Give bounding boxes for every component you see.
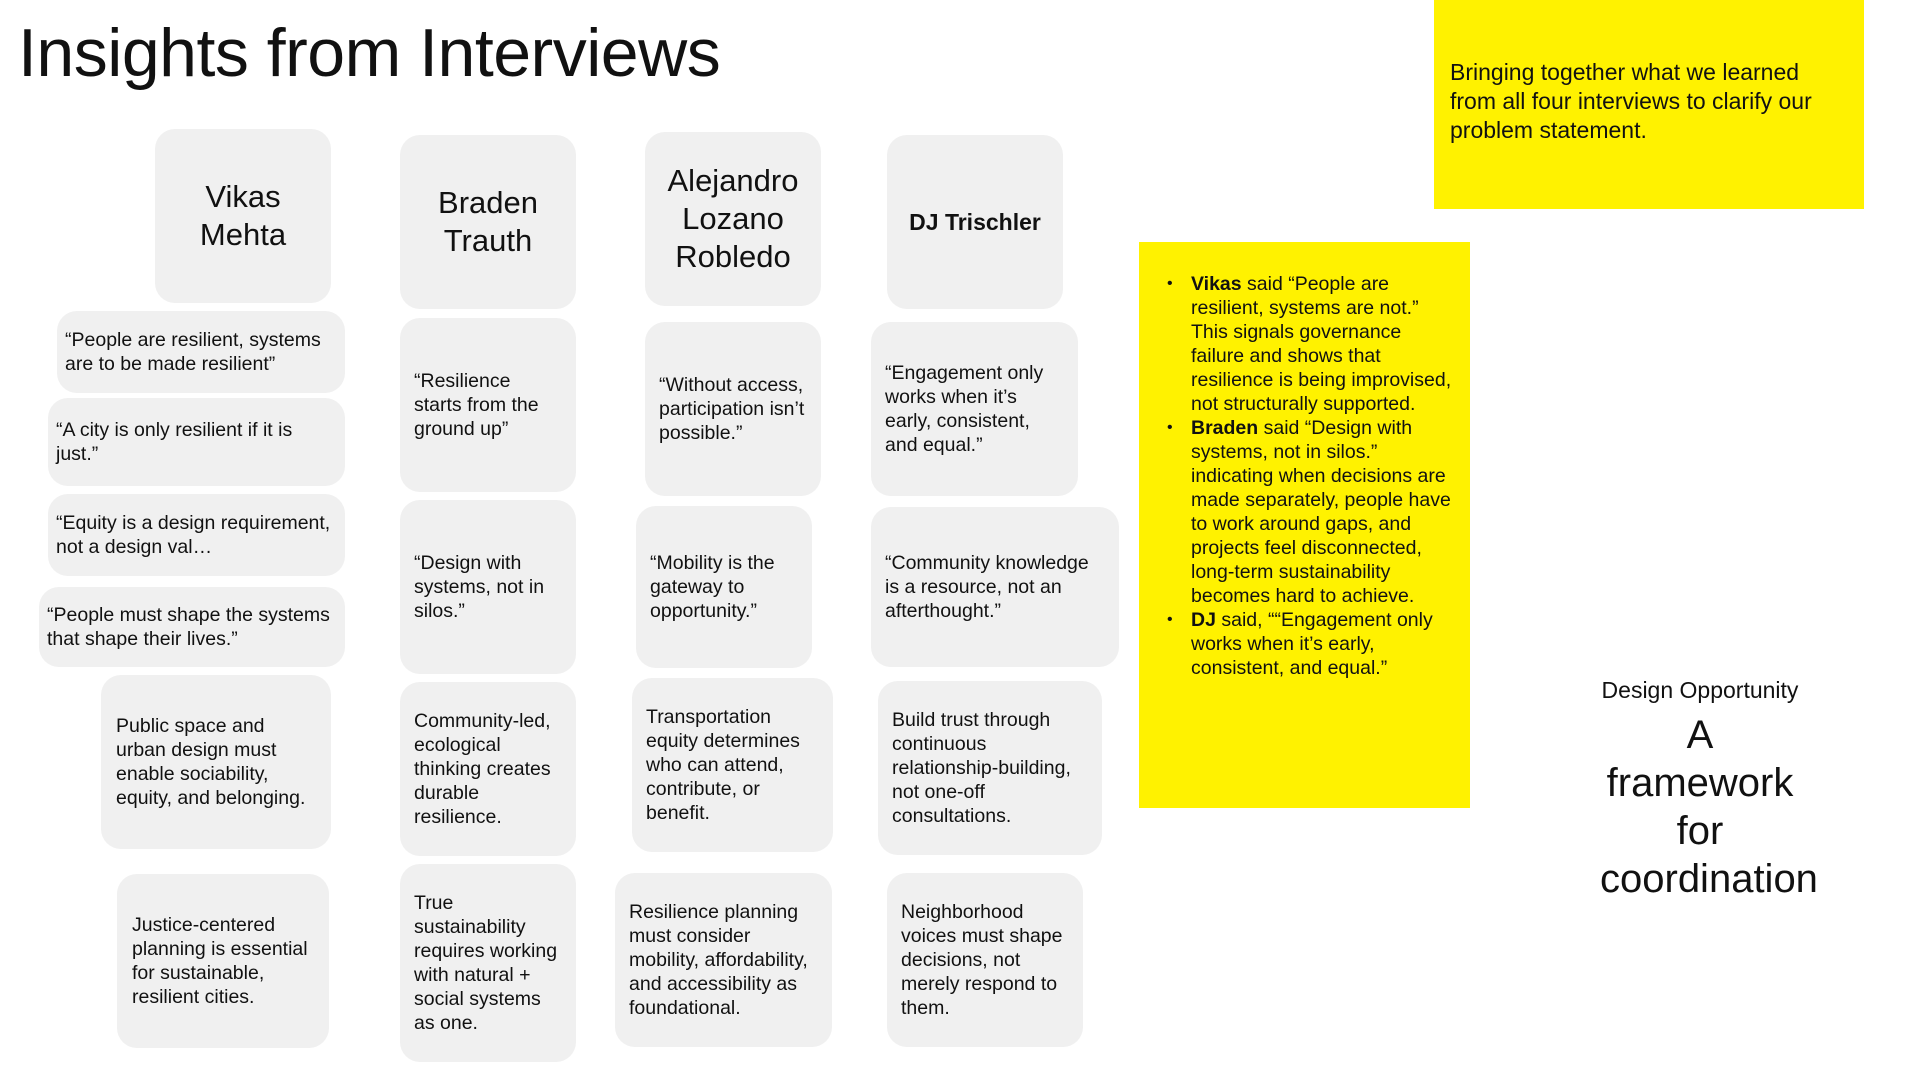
insight-card[interactable] (632, 678, 833, 852)
insight-card[interactable] (400, 682, 576, 856)
design-opportunity-label: Design Opportunity (1601, 677, 1799, 703)
summary-text: said “People are resilient, systems are not.” This signals governance failure and shows that resilience is being improvised, not structurally supported. (1191, 273, 1452, 415)
quote-card[interactable] (871, 507, 1119, 667)
insight-text: True sustainability requires working with natural + social systems as one. (414, 892, 558, 1034)
quote-text: “Community knowledge is a resource, not an afterthought.” (885, 552, 1089, 622)
quote-text: “Design with systems, not in silos.” (414, 552, 545, 622)
insight-card[interactable] (878, 681, 1102, 855)
board-title: Insights from Interviews (18, 15, 721, 91)
design-opportunity-statement: A framework for coordination (1600, 713, 1818, 901)
interviewee-name: Braden Trauth (438, 185, 538, 258)
insight-text: Justice-centered planning is essential for sustainable, resilient cities. (132, 914, 308, 1008)
design-opportunity[interactable] (1560, 675, 1840, 903)
quote-card[interactable] (645, 322, 821, 496)
name-card-alejandro[interactable] (645, 132, 821, 306)
summary-text: said, ““Engagement only works when it’s early, consistent, and equal.” (1191, 609, 1433, 679)
quote-text: “Without access, participation isn’t possible.” (659, 374, 805, 444)
quote-text: “Mobility is the gateway to opportunity.” (650, 552, 775, 622)
summary-sticky-note[interactable] (1139, 242, 1470, 808)
insight-card[interactable] (101, 675, 331, 849)
quote-text: “A city is only resilient if it is just.” (56, 419, 293, 465)
quote-card[interactable] (400, 318, 576, 492)
summary-text: said “Design with systems, not in silos.” indicating when decisions are made separately, people have to work around gaps, and projects feel disconnected, long-term sustainability becomes hard to achieve. (1191, 417, 1451, 607)
insight-card[interactable] (117, 874, 329, 1048)
insight-text: Resilience planning must consider mobility, affordability, and accessibility as foundational. (629, 901, 808, 1019)
quote-card[interactable] (400, 500, 576, 674)
insight-card[interactable] (615, 873, 832, 1047)
quote-text: “People must shape the systems that shape their lives.” (47, 604, 330, 650)
summary-item (1167, 416, 1456, 608)
quote-text: “Equity is a design requirement, not a design val… (56, 512, 331, 558)
quote-card[interactable] (39, 587, 345, 667)
name-card-dj[interactable] (887, 135, 1063, 309)
quote-card[interactable] (48, 494, 345, 576)
summary-list (1167, 272, 1456, 680)
insight-card[interactable] (400, 864, 576, 1062)
quote-text: “People are resilient, systems are to be made resilient” (65, 329, 321, 375)
insight-text: Transportation equity determines who can attend, contribute, or benefit. (646, 706, 800, 824)
summary-speaker: Vikas (1191, 273, 1242, 295)
insight-text: Community-led, ecological thinking creates durable resilience. (414, 710, 551, 828)
interviewee-name: Vikas Mehta (199, 179, 287, 252)
insight-text: Build trust through continuous relationship-building, not one-off consultations. (892, 709, 1071, 827)
name-card-braden[interactable] (400, 135, 576, 309)
intro-note-text: Bringing together what we learned from all four interviews to clarify our problem statement. (1450, 59, 1812, 143)
summary-item (1167, 272, 1456, 416)
quote-card[interactable] (871, 322, 1078, 496)
interviewee-name: Alejandro Lozano Robledo (667, 163, 799, 274)
name-card-vikas[interactable] (155, 129, 331, 303)
interviewee-name: DJ Trischler (909, 209, 1041, 235)
summary-speaker: Braden (1191, 417, 1259, 439)
insight-text: Public space and urban design must enable sociability, equity, and belonging. (116, 715, 306, 809)
summary-item (1167, 608, 1456, 680)
quote-text: “Engagement only works when it’s early, consistent, and equal.” (885, 362, 1044, 456)
quote-text: “Resilience starts from the ground up” (414, 370, 539, 440)
summary-speaker: DJ (1191, 609, 1216, 631)
insight-card[interactable] (887, 873, 1083, 1047)
insight-text: Neighborhood voices must shape decisions, not merely respond to them. (901, 901, 1063, 1019)
intro-sticky-note[interactable] (1434, 0, 1864, 209)
quote-card[interactable] (57, 311, 345, 393)
quote-card[interactable] (48, 398, 345, 486)
quote-card[interactable] (636, 506, 812, 668)
